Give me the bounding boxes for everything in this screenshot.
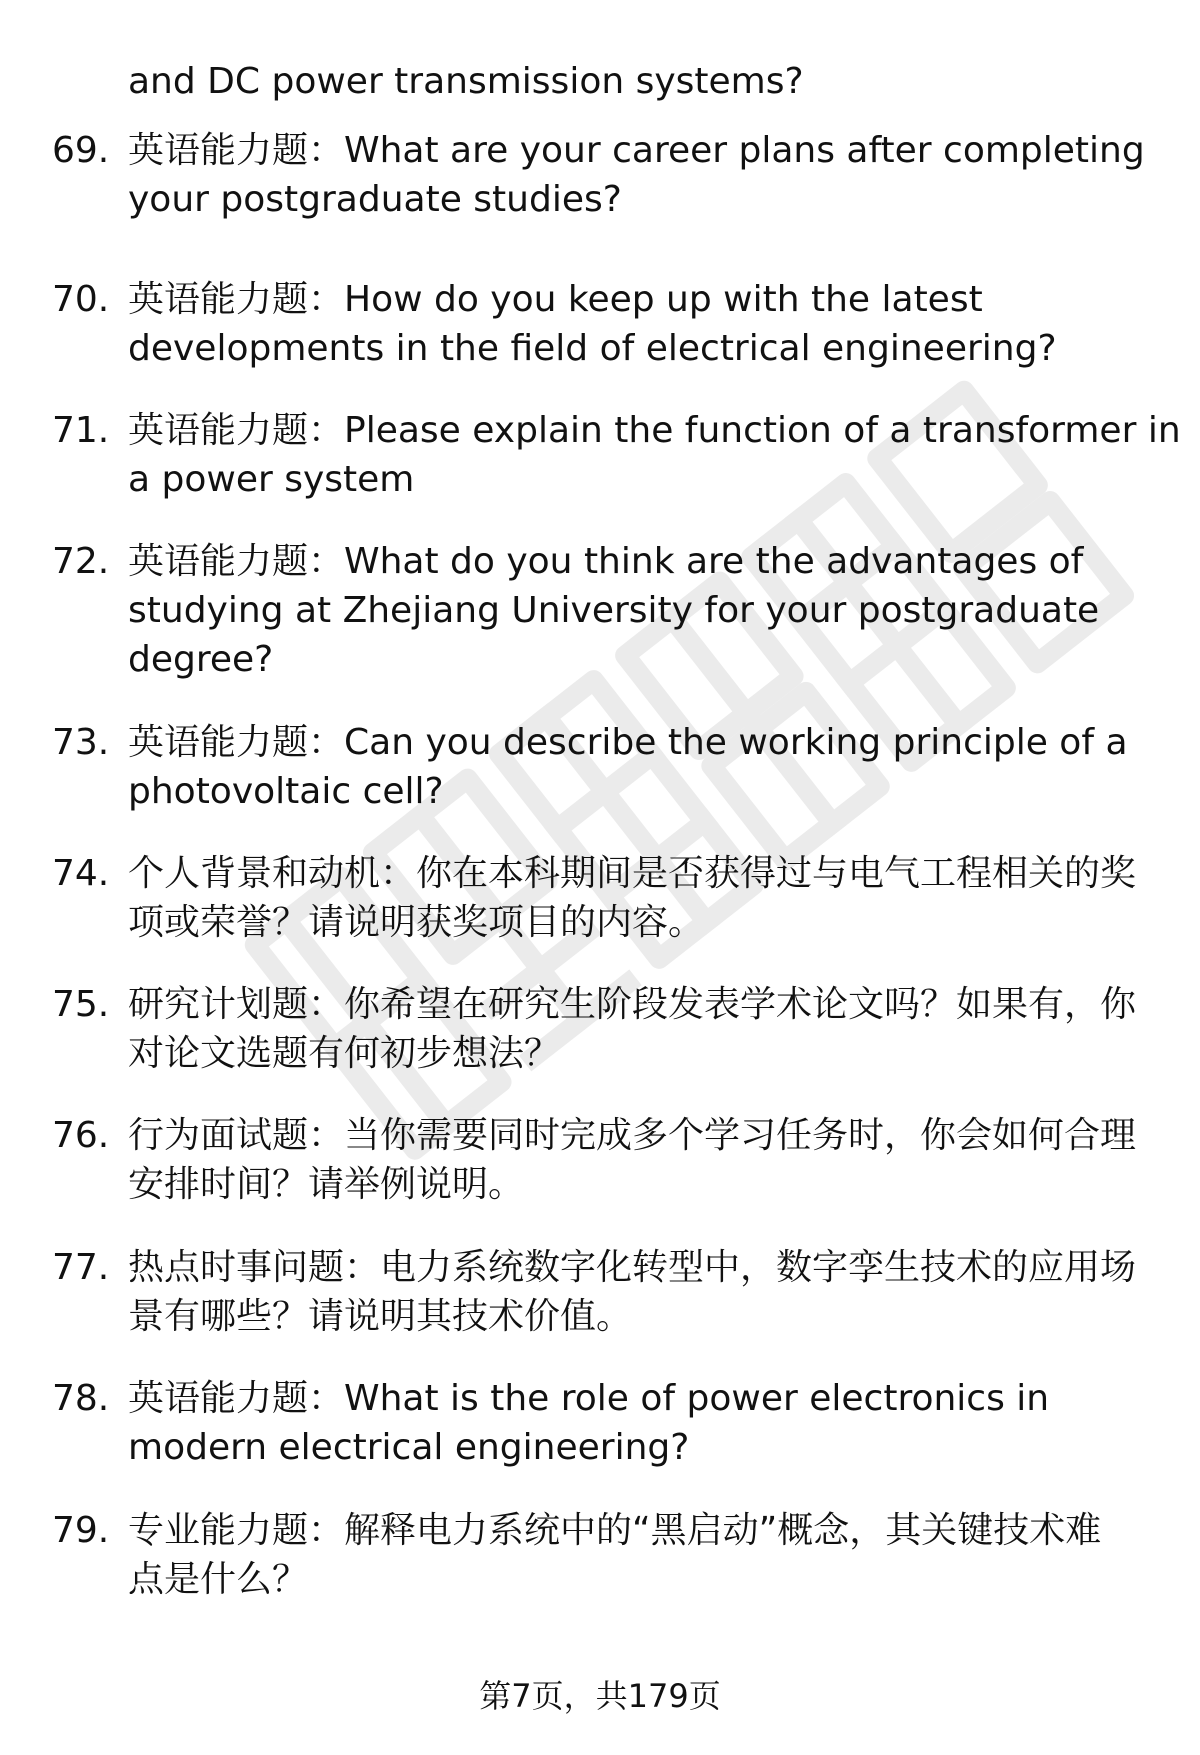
question-number: 74. <box>52 853 110 894</box>
question-line: 专业能力题：解释电力系统中的“黑启动”概念，其关键技术难 <box>128 1510 1102 1551</box>
question-line: 热点时事问题：电力系统数字化转型中，数字孪生技术的应用场 <box>128 1247 1137 1288</box>
question-number: 72. <box>52 541 110 582</box>
question-line: 景有哪些？请说明其技术价值。 <box>128 1296 633 1337</box>
question-number: 79. <box>52 1510 110 1551</box>
question-text <box>128 537 1099 684</box>
question-text <box>128 1506 1101 1604</box>
question-text <box>128 1243 1136 1341</box>
question-number: 78. <box>52 1378 110 1419</box>
question-line: 安排时间？请举例说明。 <box>128 1164 525 1205</box>
question-number: 75. <box>52 984 110 1025</box>
question-line: a power system <box>128 459 415 500</box>
question-text <box>128 126 1145 224</box>
question-line: 研究计划题：你希望在研究生阶段发表学术论文吗？如果有，你 <box>128 984 1137 1025</box>
question-text <box>128 718 1128 816</box>
question-line: 点是什么？ <box>128 1559 309 1600</box>
question-line: 英语能力题：What is the role of power electronics in <box>128 1378 1050 1419</box>
question-line: 英语能力题：Please explain the function of a transformer in <box>128 410 1181 451</box>
question-number: 70. <box>52 279 110 320</box>
question-line: 项或荣誉？请说明获奖项目的内容。 <box>128 902 705 943</box>
question-text <box>128 849 1136 947</box>
question-line: 英语能力题：What are your career plans after completing <box>128 130 1145 171</box>
question-text <box>128 275 1057 373</box>
question-text <box>128 980 1136 1078</box>
question-line: 英语能力题：Can you describe the working principle of a <box>128 722 1128 763</box>
question-line: your postgraduate studies? <box>128 179 622 220</box>
question-number: 77. <box>52 1247 110 1288</box>
question-line: degree? <box>128 639 274 680</box>
question-number: 73. <box>52 722 110 763</box>
question-line: 英语能力题：How do you keep up with the latest <box>128 279 983 320</box>
question-line: 行为面试题：当你需要同时完成多个学习任务时，你会如何合理 <box>128 1115 1137 1156</box>
question-text <box>128 406 1181 504</box>
question-number: 69. <box>52 130 110 171</box>
continuation-text: and DC power transmission systems? <box>128 61 804 102</box>
question-line: 对论文选题有何初步想法？ <box>128 1033 561 1074</box>
question-line: developments in the field of electrical engineering? <box>128 328 1057 369</box>
question-line: modern electrical engineering? <box>128 1427 690 1468</box>
question-line: studying at Zhejiang University for your postgraduate <box>128 590 1100 631</box>
page-number-footer: 第7页，共179页 <box>479 1677 721 1715</box>
question-line: photovoltaic cell? <box>128 771 444 812</box>
question-text <box>128 1111 1136 1209</box>
question-number: 76. <box>52 1115 110 1156</box>
question-line: 个人背景和动机：你在本科期间是否获得过与电气工程相关的奖 <box>128 853 1137 894</box>
question-text <box>128 1374 1049 1472</box>
question-number: 71. <box>52 410 110 451</box>
question-line: 英语能力题：What do you think are the advantages of <box>128 541 1084 582</box>
